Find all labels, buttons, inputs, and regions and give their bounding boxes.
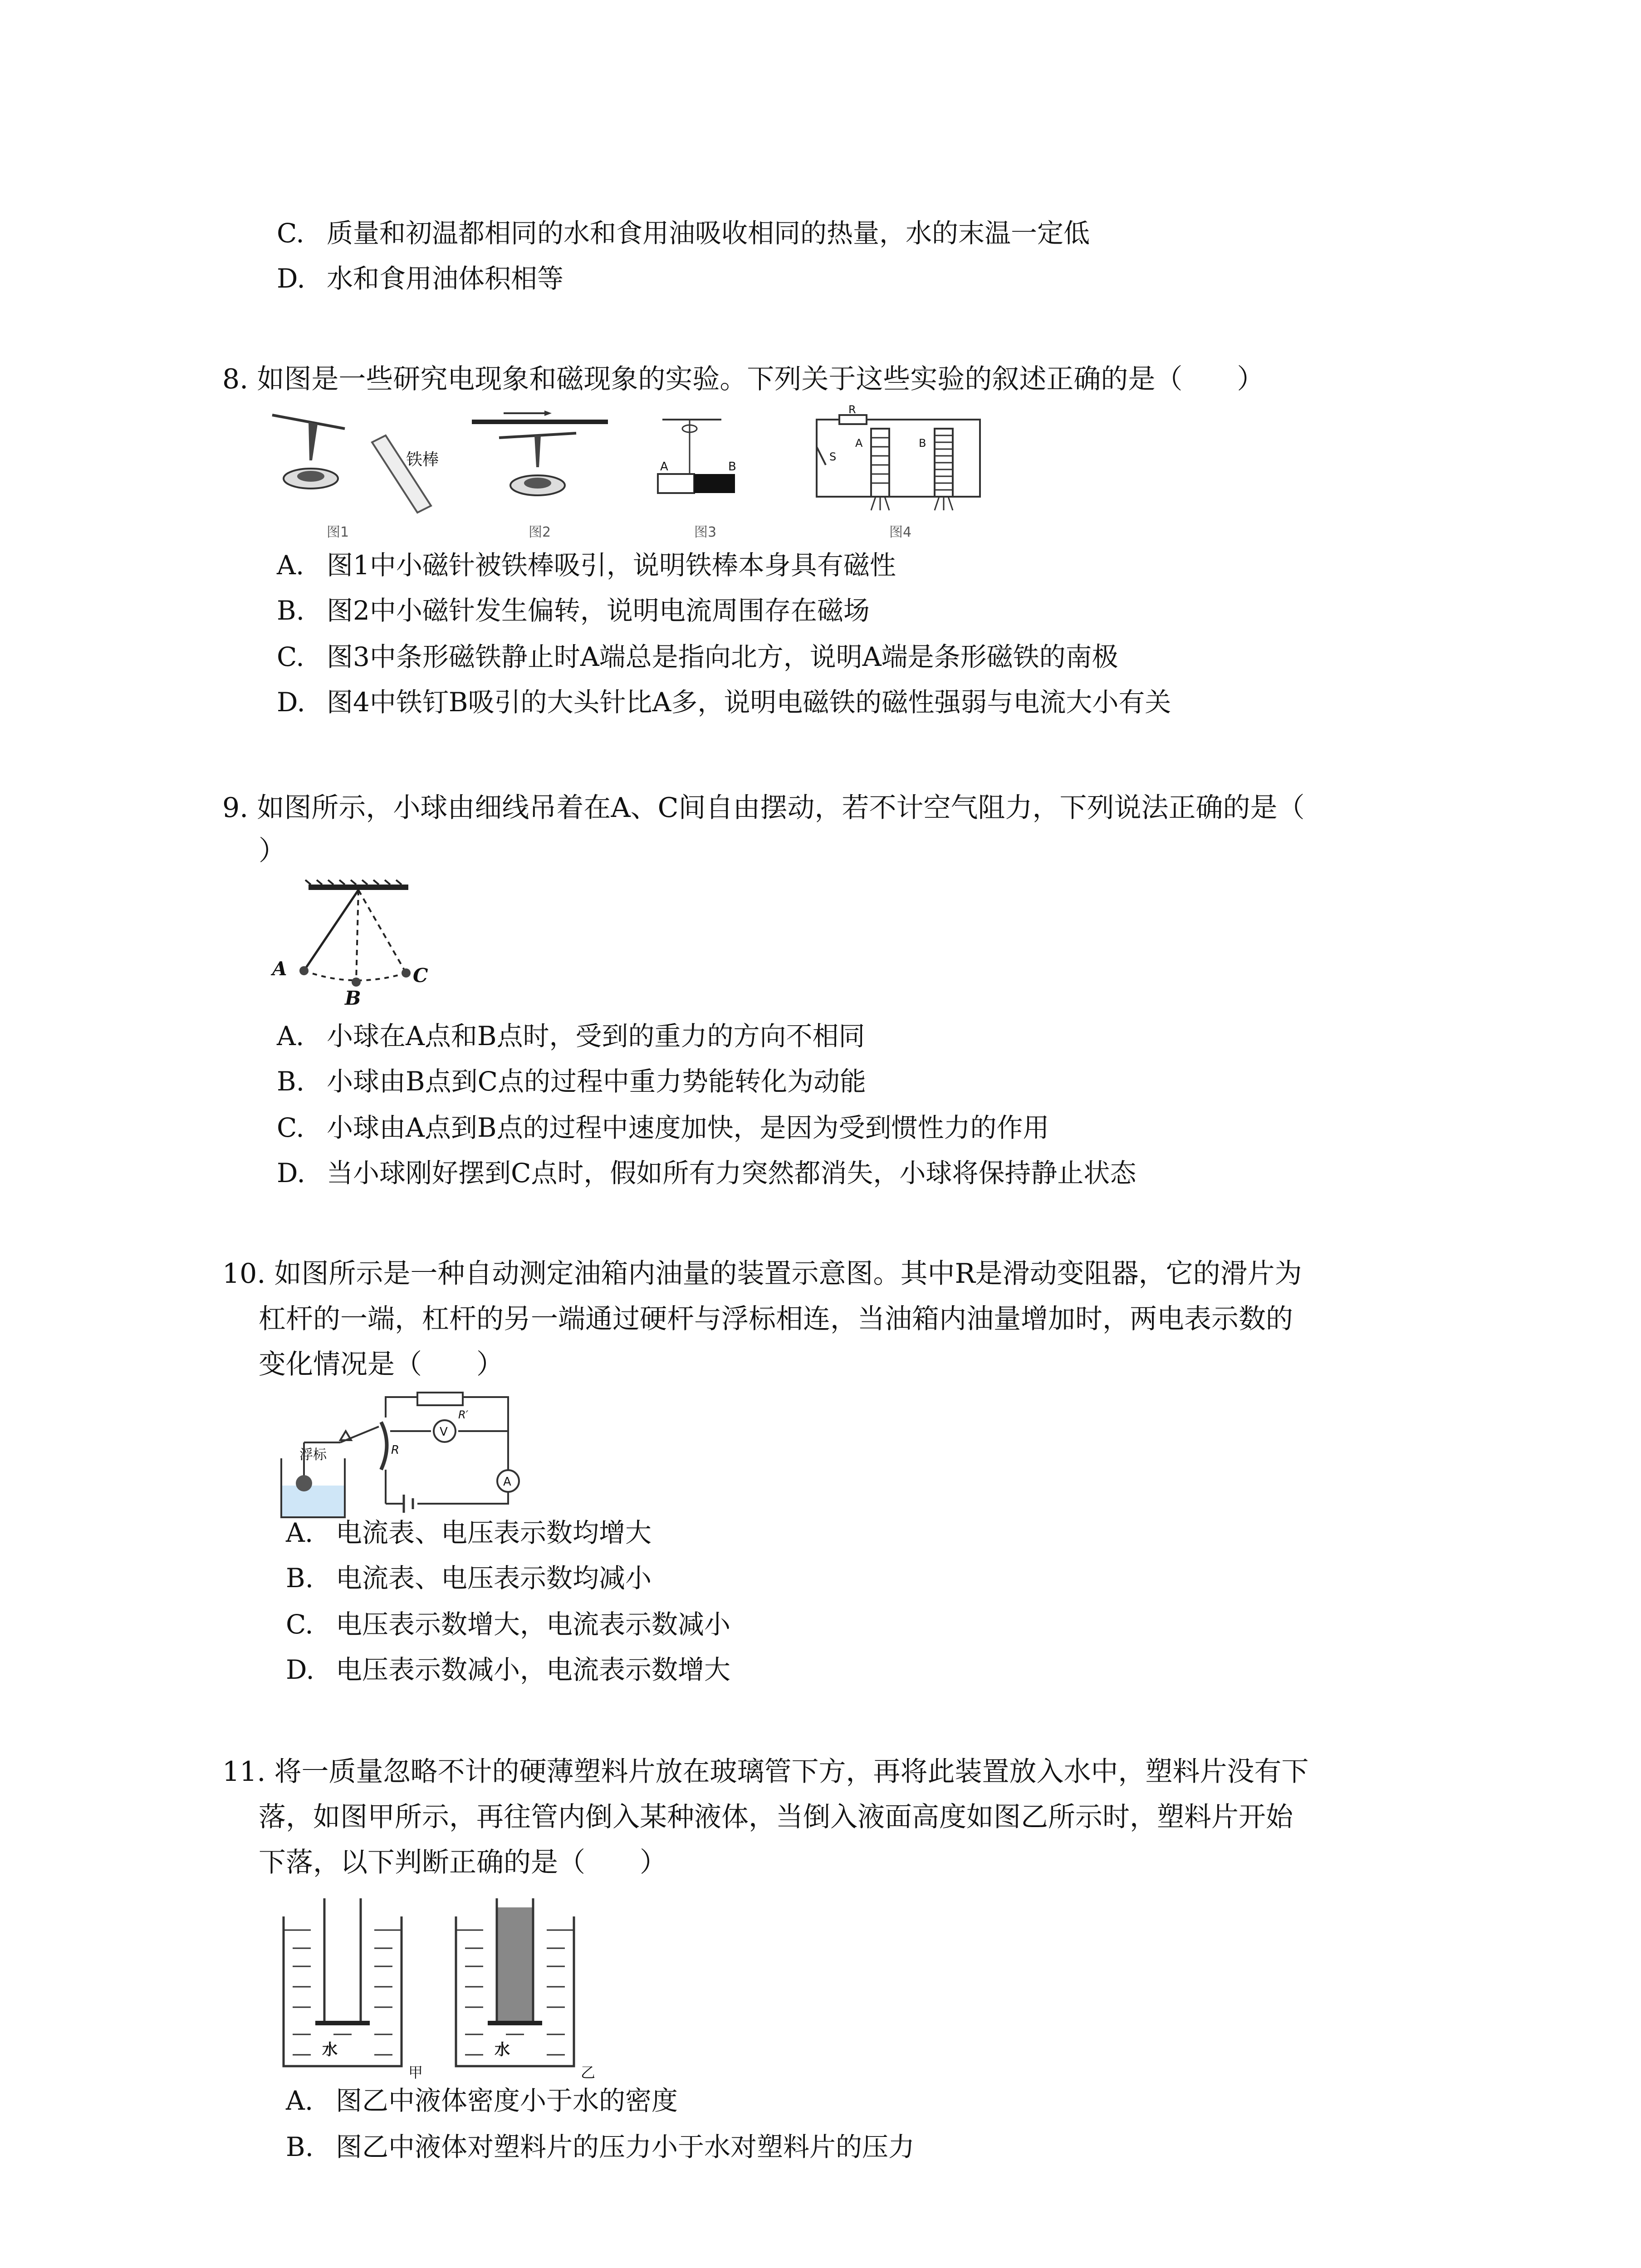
q11-fig-jia — [284, 1898, 402, 2066]
q11-stem-line2: 落，如图甲所示，再往管内倒入某种液体，当倒入液面高度如图乙所示时，塑料片开始 — [259, 1801, 1293, 1833]
q10-rheostat-r — [381, 1422, 387, 1470]
q8-stem: 8. 如图是一些研究电现象和磁现象的实验。下列关于这些实验的叙述正确的是（ ） — [222, 363, 1264, 395]
q11-label-jia: 甲 — [408, 2064, 423, 2081]
q9-ball-a — [299, 966, 309, 975]
q10-float — [296, 1475, 312, 1491]
q9-option-c: C. 小球由A点到B点的过程中速度加快，是因为受到惯性力的作用 — [277, 1112, 1049, 1143]
q9-label-c: C — [413, 964, 428, 987]
q8-caption-3: 图3 — [694, 524, 717, 540]
q8-label-iron-rod: 铁棒 — [406, 450, 439, 469]
q8-option-d: D. 图4中铁钉B吸引的大头针比A多，说明电磁铁的磁性强弱与电流大小有关 — [277, 687, 1171, 718]
q8-fig3-bar-magnet — [658, 420, 735, 493]
q10-stem-line1: 10. 如图所示是一种自动测定油箱内油量的装置示意图。其中R是滑动变阻器，它的滑片为 — [222, 1258, 1302, 1290]
q9-label-b: B — [345, 987, 361, 1009]
q9-stem-line1: 9. 如图所示，小球由细线吊着在A、C间自由摆动，若不计空气阻力，下列说法正确的是（ — [222, 792, 1305, 824]
q11-liquid-column — [497, 1907, 533, 2021]
q11-option-b: B. 图乙中液体对塑料片的压力小于水对塑料片的压力 — [286, 2131, 915, 2162]
q8-figures — [263, 403, 1034, 556]
q11-fig-yi — [456, 1898, 574, 2066]
q8-fig4-label-a: A — [855, 437, 863, 450]
q10-label-float: 浮标 — [299, 1447, 327, 1463]
q9-ceiling — [305, 880, 408, 890]
q10-oil-tank-circuit — [272, 1390, 526, 1522]
q8-fig4-label-s: S — [829, 450, 837, 463]
q10-option-d: D. 电压表示数减小，电流表示数增大 — [286, 1654, 731, 1685]
q11-label-water-2: 水 — [495, 2041, 510, 2059]
q8-fig4-electromagnets — [817, 415, 980, 510]
q11-label-yi: 乙 — [581, 2064, 596, 2081]
q10-option-a: A. 电流表、电压表示数均增大 — [286, 1517, 652, 1548]
q8-fig3-label-a: A — [660, 460, 668, 474]
q11-option-a: A. 图乙中液体密度小于水的密度 — [286, 2085, 678, 2116]
q8-caption-4: 图4 — [889, 524, 912, 540]
q8-option-b: B. 图2中小磁针发生偏转，说明电流周围存在磁场 — [277, 595, 870, 626]
q10-label-r-prime: R′ — [458, 1408, 469, 1421]
q8-fig3-label-b: B — [728, 460, 736, 474]
q11-label-water-1: 水 — [322, 2041, 338, 2059]
q9-option-b: B. 小球由B点到C点的过程中重力势能转化为动能 — [277, 1066, 867, 1097]
q9-pendulum-figure — [268, 880, 476, 1007]
q11-stem-line3: 下落，以下判断正确的是（ ） — [259, 1847, 667, 1878]
q10-resistor-r-prime — [417, 1393, 463, 1405]
q7-option-d: D. 水和食用油体积相等 — [277, 263, 564, 294]
q10-option-b: B. 电流表、电压表示数均减小 — [286, 1563, 652, 1593]
q11-stem-line1: 11. 将一质量忽略不计的硬薄塑料片放在玻璃管下方，再将此装置放入水中，塑料片没有下 — [222, 1756, 1309, 1788]
q9-option-d: D. 当小球刚好摆到C点时，假如所有力突然都消失，小球将保持静止状态 — [277, 1158, 1136, 1188]
q9-stem-line2: ） — [259, 835, 286, 867]
q10-option-c: C. 电压表示数增大，电流表示数减小 — [286, 1609, 731, 1640]
q10-oil — [281, 1486, 345, 1517]
q9-label-a: A — [272, 958, 287, 980]
q8-caption-1: 图1 — [327, 524, 349, 540]
q10-label-r: R — [391, 1443, 400, 1457]
q10-stem-line2: 杠杆的一端，杠杆的另一端通过硬杆与浮标相连，当油箱内油量增加时，两电表示数的 — [259, 1303, 1293, 1335]
q10-label-v: V — [440, 1425, 448, 1439]
q8-fig4-label-b: B — [919, 437, 926, 450]
q10-lever — [340, 1427, 379, 1442]
q8-fig4-label-r: R — [848, 403, 856, 416]
q8-fig2-wire-compass — [472, 411, 608, 495]
q10-label-a: A — [503, 1475, 511, 1489]
q8-fig1-compass — [272, 415, 345, 489]
q8-fig1-iron-rod — [372, 435, 431, 513]
q10-stem-line3: 变化情况是（ ） — [259, 1349, 504, 1380]
q7-option-c: C. 质量和初温都相同的水和食用油吸收相同的热量，水的末温一定低 — [277, 218, 1090, 249]
q9-pendulum-strings — [304, 890, 406, 982]
q8-option-a: A. 图1中小磁针被铁棒吸引，说明铁棒本身具有磁性 — [277, 550, 896, 581]
q8-option-c: C. 图3中条形磁铁静止时A端总是指向北方，说明A端是条形磁铁的南极 — [277, 641, 1118, 672]
q9-ball-b — [352, 978, 361, 987]
q11-tubes-figure — [279, 1898, 624, 2080]
q8-caption-2: 图2 — [529, 524, 551, 540]
q9-ball-c — [402, 968, 411, 978]
q9-option-a: A. 小球在A点和B点时，受到的重力的方向不相同 — [277, 1021, 865, 1051]
